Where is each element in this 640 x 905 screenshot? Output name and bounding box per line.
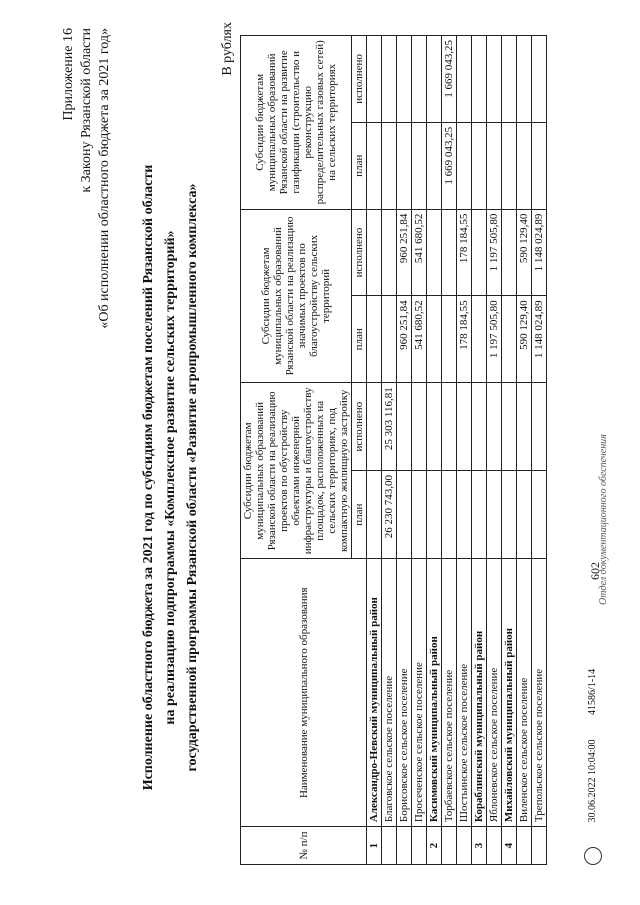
seal-icon bbox=[584, 847, 602, 865]
plan-value bbox=[382, 296, 397, 383]
done-value bbox=[472, 209, 487, 296]
stamp-text: Отдел документационного обеспечения bbox=[598, 434, 609, 605]
done-value bbox=[502, 36, 517, 123]
region-row bbox=[367, 36, 382, 865]
header-plan: план bbox=[352, 122, 367, 209]
municipality-name: Просеченское сельское поселение bbox=[412, 559, 427, 827]
done-value: 541 680,52 bbox=[412, 209, 427, 296]
plan-value bbox=[487, 122, 502, 209]
row-number bbox=[532, 827, 547, 865]
table-row bbox=[412, 36, 427, 865]
done-value bbox=[502, 209, 517, 296]
municipality-name: Яблоневское сельское поселение bbox=[487, 559, 502, 827]
plan-value: 1 197 505,80 bbox=[487, 296, 502, 383]
table-row bbox=[487, 36, 502, 865]
done-value bbox=[397, 36, 412, 123]
plan-value bbox=[427, 122, 442, 209]
done-value bbox=[472, 36, 487, 123]
plan-value bbox=[472, 296, 487, 383]
plan-value bbox=[532, 471, 547, 559]
row-number bbox=[487, 827, 502, 865]
header-name: Наименование муниципального образования bbox=[241, 559, 367, 827]
done-value: 178 184,55 bbox=[457, 209, 472, 296]
done-value bbox=[532, 36, 547, 123]
plan-value bbox=[382, 122, 397, 209]
done-value bbox=[367, 209, 382, 296]
plan-value bbox=[502, 471, 517, 559]
plan-value bbox=[457, 471, 472, 559]
appendix-header bbox=[60, 28, 114, 329]
plan-value bbox=[457, 122, 472, 209]
done-value bbox=[487, 383, 502, 471]
done-value: 960 251,84 bbox=[397, 209, 412, 296]
table-body bbox=[367, 36, 547, 865]
done-value bbox=[412, 36, 427, 123]
header-done: исполнено bbox=[352, 36, 367, 123]
region-row bbox=[472, 36, 487, 865]
footer-doc-id: 41586/1-14 bbox=[587, 668, 599, 715]
plan-value: 541 680,52 bbox=[412, 296, 427, 383]
municipality-name: Виленское сельское поселение bbox=[517, 559, 532, 827]
plan-value: 26 230 743,00 bbox=[382, 471, 397, 559]
table-row bbox=[457, 36, 472, 865]
plan-value bbox=[472, 122, 487, 209]
plan-value bbox=[532, 122, 547, 209]
header-done: исполнено bbox=[352, 383, 367, 471]
done-value bbox=[532, 383, 547, 471]
plan-value bbox=[367, 296, 382, 383]
subsidies-table bbox=[240, 35, 547, 865]
plan-value bbox=[397, 471, 412, 559]
page-number: 602 bbox=[588, 562, 602, 580]
document-title bbox=[138, 110, 204, 845]
header-done: исполнено bbox=[352, 209, 367, 296]
done-value: 590 129,40 bbox=[517, 209, 532, 296]
done-value bbox=[502, 383, 517, 471]
appendix-line-3: «Об исполнении областного бюджета за 2021 год» bbox=[97, 28, 112, 329]
done-value bbox=[472, 383, 487, 471]
municipality-name: Касимовский муниципальный район bbox=[427, 559, 442, 827]
municipality-name: Благовское сельское поселение bbox=[382, 559, 397, 827]
plan-value bbox=[427, 296, 442, 383]
region-row bbox=[427, 36, 442, 865]
done-value bbox=[427, 383, 442, 471]
plan-value bbox=[397, 122, 412, 209]
table-row bbox=[382, 36, 397, 865]
row-number: 4 bbox=[502, 827, 517, 865]
footer bbox=[584, 647, 602, 865]
done-value bbox=[517, 383, 532, 471]
plan-value bbox=[517, 122, 532, 209]
plan-value: 1 669 043,25 bbox=[442, 122, 457, 209]
header-group-2: Субсидии бюджетам муниципальных образований Рязанской области на реализацию значимых проектов по благоустройству сельских территорий bbox=[241, 209, 352, 383]
plan-value: 178 184,55 bbox=[457, 296, 472, 383]
done-value bbox=[382, 36, 397, 123]
title-line-2: на реализацию подпрограммы «Комплексное развитие сельских территорий» bbox=[163, 230, 178, 725]
footer-datetime: 30.06.2022 10:04:00 bbox=[587, 739, 599, 823]
done-value bbox=[382, 209, 397, 296]
plan-value bbox=[472, 471, 487, 559]
done-value: 1 148 024,89 bbox=[532, 209, 547, 296]
header-group-1: Субсидии бюджетам муниципальных образований Рязанской области на реализацию проектов по обустройству объектами инженерной инфраструктуры и благоустройству площадок, расположенных на сельских территориях, под компактную жилищную застройку bbox=[241, 383, 352, 559]
plan-value: 1 148 024,89 bbox=[532, 296, 547, 383]
header-plan: план bbox=[352, 296, 367, 383]
done-value bbox=[442, 383, 457, 471]
row-number bbox=[382, 827, 397, 865]
done-value bbox=[517, 36, 532, 123]
row-number bbox=[412, 827, 427, 865]
row-number: 3 bbox=[472, 827, 487, 865]
done-value bbox=[367, 383, 382, 471]
plan-value: 960 251,84 bbox=[397, 296, 412, 383]
table-row bbox=[517, 36, 532, 865]
header-num: № п/п bbox=[241, 827, 367, 865]
done-value bbox=[427, 36, 442, 123]
municipality-name: Кораблинский муниципальный район bbox=[472, 559, 487, 827]
header-plan: план bbox=[352, 471, 367, 559]
done-value: 25 303 116,81 bbox=[382, 383, 397, 471]
done-value bbox=[457, 383, 472, 471]
plan-value bbox=[502, 296, 517, 383]
appendix-line-1: Приложение 16 bbox=[61, 28, 76, 121]
title-line-3: государственной программы Рязанской области «Развитие агропромышленного комплекса» bbox=[185, 183, 200, 772]
units-label: В рублях bbox=[220, 22, 235, 76]
plan-value bbox=[442, 471, 457, 559]
done-value: 1 669 043,25 bbox=[442, 36, 457, 123]
done-value bbox=[487, 36, 502, 123]
plan-value: 590 129,40 bbox=[517, 296, 532, 383]
plan-value bbox=[412, 471, 427, 559]
done-value bbox=[442, 209, 457, 296]
municipality-name: Борисовское сельское поселение bbox=[397, 559, 412, 827]
plan-value bbox=[367, 471, 382, 559]
row-number bbox=[442, 827, 457, 865]
title-line-1: Исполнение областного бюджета за 2021 год по субсидиям бюджетам поселений Рязанской области bbox=[141, 164, 156, 791]
table-row bbox=[397, 36, 412, 865]
municipality-name: Александро-Невский муниципальный район bbox=[367, 559, 382, 827]
done-value bbox=[412, 383, 427, 471]
municipality-name: Торбаевское сельское поселение bbox=[442, 559, 457, 827]
done-value: 1 197 505,80 bbox=[487, 209, 502, 296]
plan-value bbox=[427, 471, 442, 559]
plan-value bbox=[442, 296, 457, 383]
appendix-line-2: к Закону Рязанской области bbox=[79, 28, 94, 193]
row-number bbox=[517, 827, 532, 865]
row-number bbox=[457, 827, 472, 865]
row-number: 1 bbox=[367, 827, 382, 865]
done-value bbox=[367, 36, 382, 123]
plan-value bbox=[502, 122, 517, 209]
row-number bbox=[397, 827, 412, 865]
municipality-name: Трепольское сельское поселение bbox=[532, 559, 547, 827]
plan-value bbox=[487, 471, 502, 559]
row-number: 2 bbox=[427, 827, 442, 865]
table-row bbox=[532, 36, 547, 865]
plan-value bbox=[412, 122, 427, 209]
table-row bbox=[442, 36, 457, 865]
municipality-name: Михайловский муниципальный район bbox=[502, 559, 517, 827]
done-value bbox=[427, 209, 442, 296]
done-value bbox=[457, 36, 472, 123]
region-row bbox=[502, 36, 517, 865]
municipality-name: Шостьинское сельское поселение bbox=[457, 559, 472, 827]
done-value bbox=[397, 383, 412, 471]
header-group-3: Субсидии бюджетам муниципальных образований Рязанской области на развитие газификации (строительство и реконструкцию распределительных газовых сетей) на сельских территориях bbox=[241, 36, 352, 210]
plan-value bbox=[517, 471, 532, 559]
plan-value bbox=[367, 122, 382, 209]
